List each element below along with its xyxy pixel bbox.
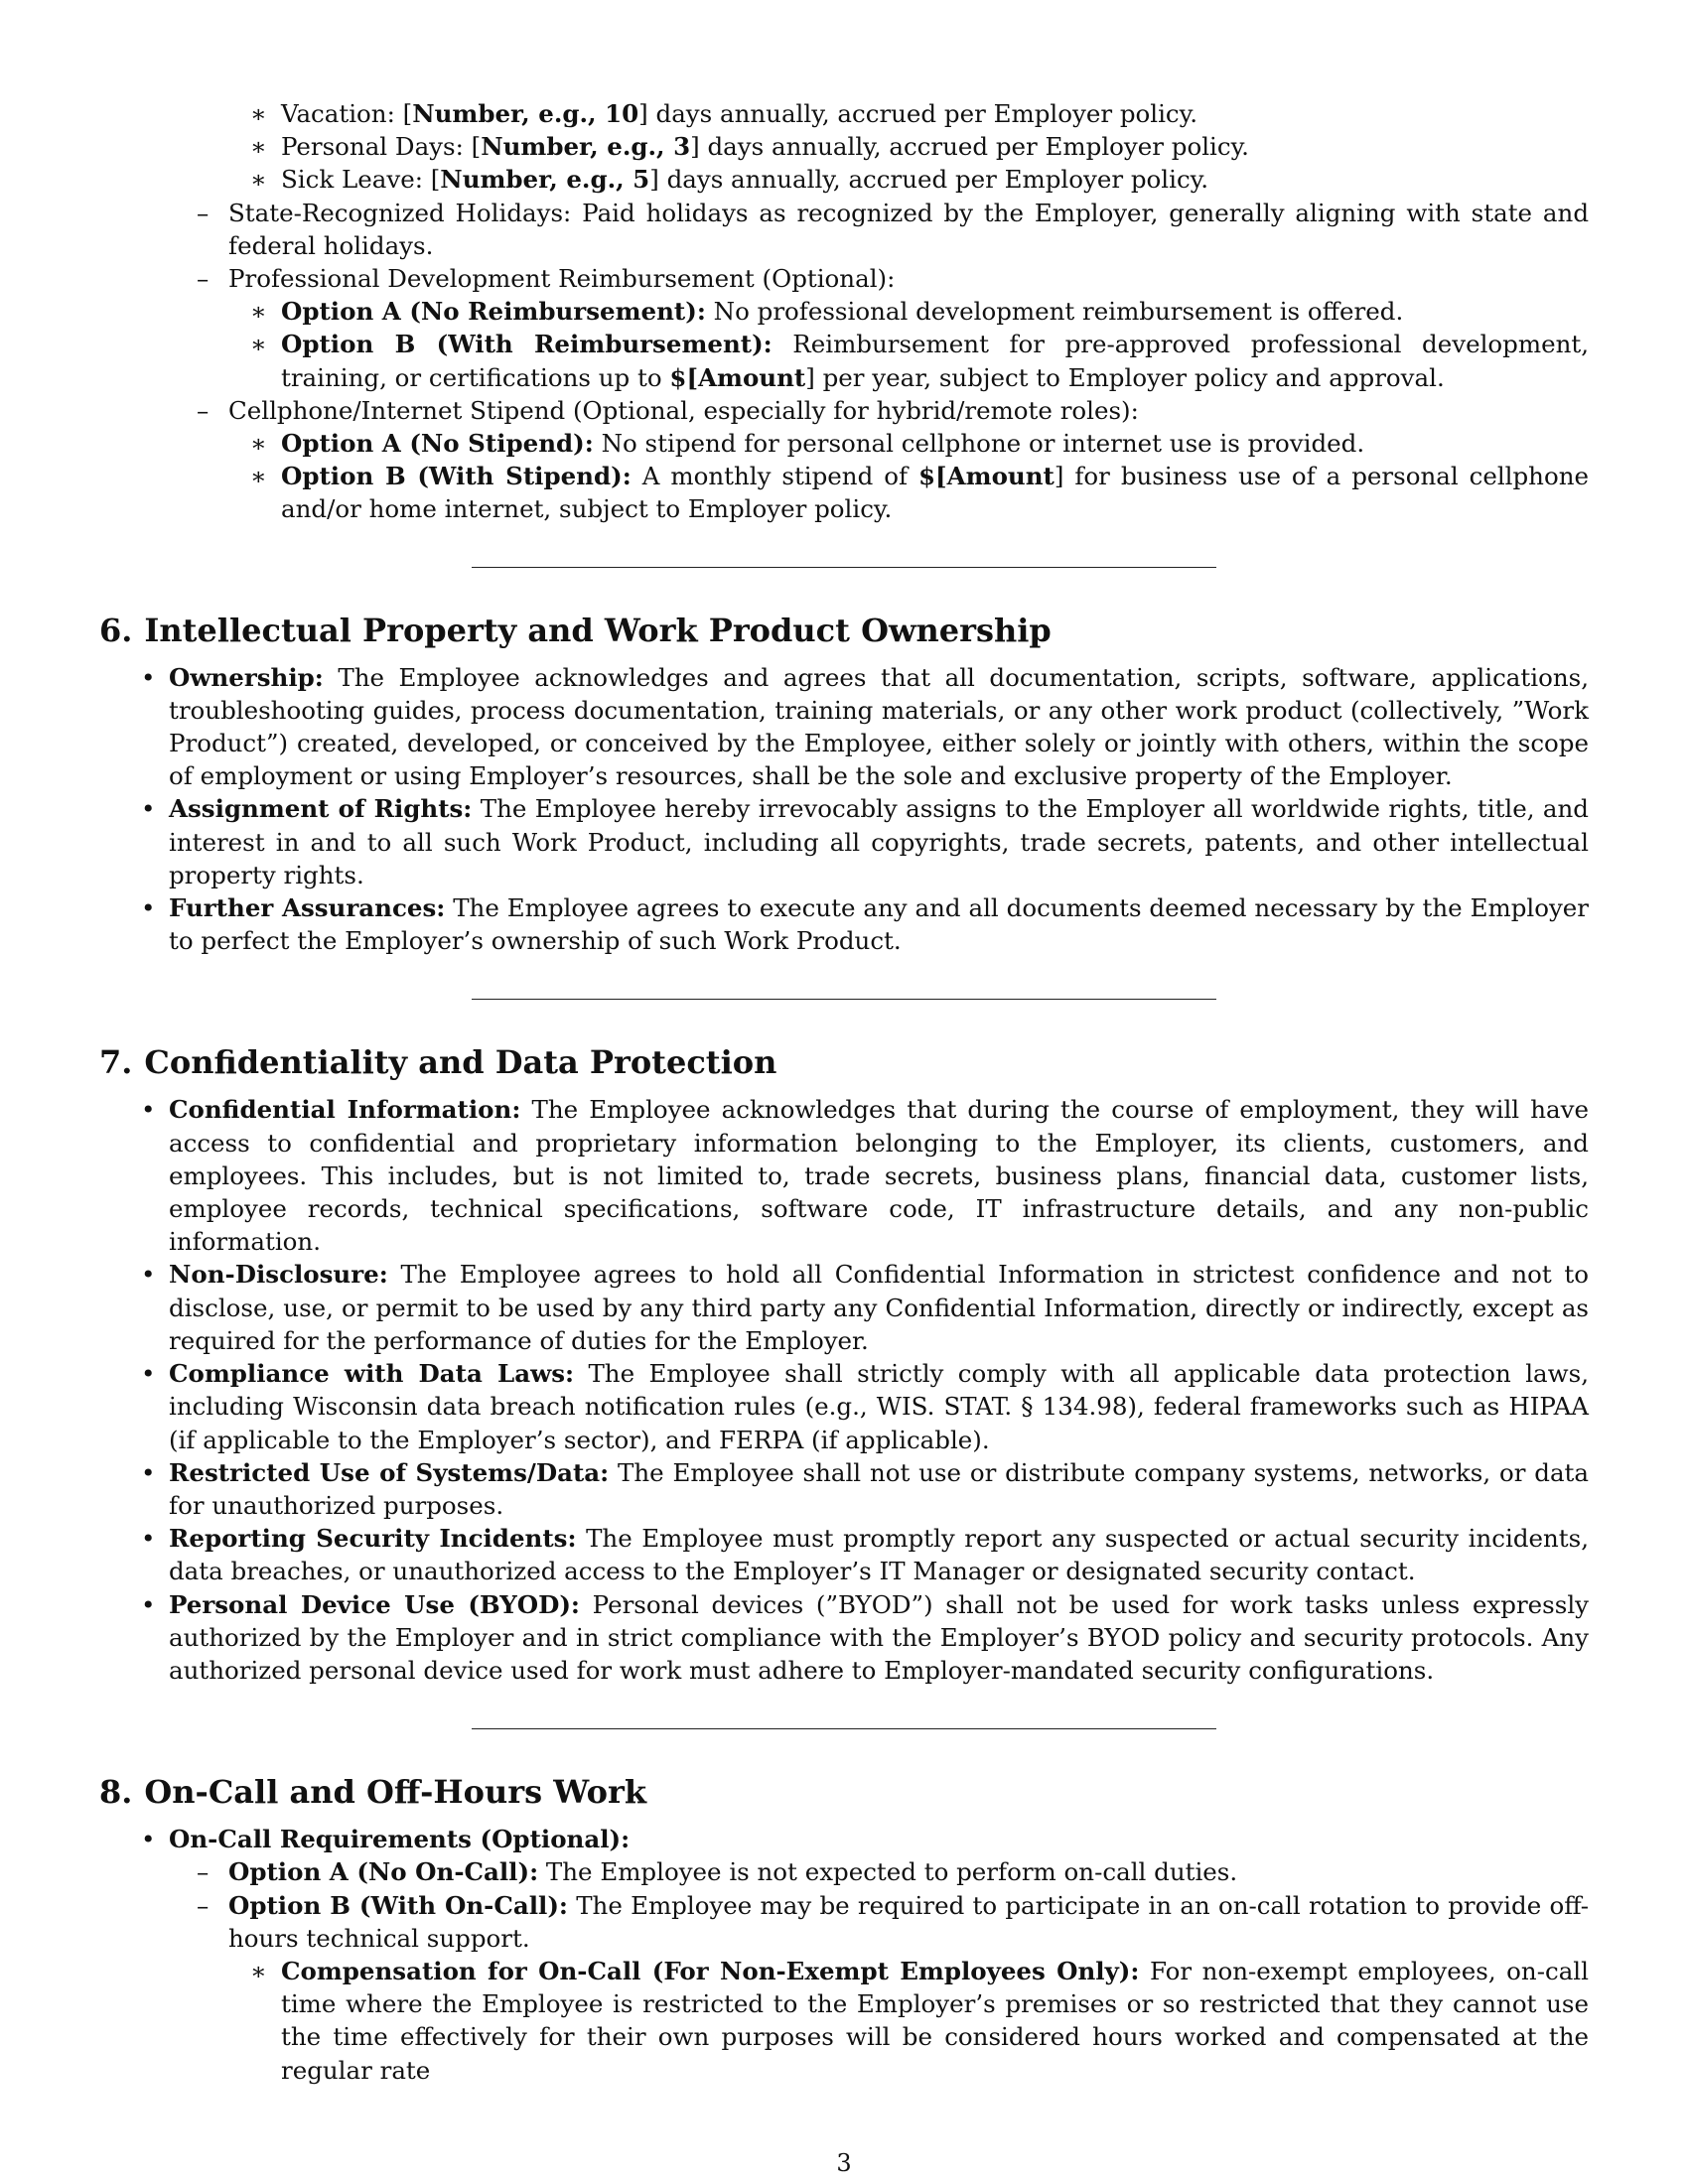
list-item-prof-dev-option-a: ∗ Option A (No Reimbursement): No professional development reimbursement is offered. <box>99 295 1589 328</box>
section-7-list <box>99 1093 1589 1687</box>
section-divider <box>472 567 1216 568</box>
section-7-title: 7. Confidentiality and Data Protection <box>99 1043 777 1082</box>
page-content <box>99 97 1589 2087</box>
list-item-stipend-option-a: ∗ Option A (No Stipend): No stipend for personal cellphone or internet use is provided. <box>99 427 1589 460</box>
list-item: • Assignment of Rights: The Employee hereby irrevocably assigns to the Employer all worldwide rights, title, and interest in and to all such Work Product, including all copyrights, trade secrets, patents, and other intellectual property rights. <box>99 792 1589 891</box>
list-item-on-call-option-a: – Option A (No On-Call): The Employee is not expected to perform on-call duties. <box>99 1855 1589 1888</box>
list-item-prof-dev: – Professional Development Reimbursement (Optional): <box>99 262 1589 295</box>
list-item: • Further Assurances: The Employee agrees to execute any and all documents deemed necessary by the Employer to perfect the Employer’s ownership of such Work Product. <box>99 891 1589 957</box>
list-item: • Reporting Security Incidents: The Employee must promptly report any suspected or actual security incidents, data breaches, or unauthorized access to the Employer’s IT Manager or designated security contact. <box>99 1522 1589 1587</box>
list-item: • Compliance with Data Laws: The Employee shall strictly comply with all applicable data protection laws, including Wisconsin data breach notification rules (e.g., WIS. STAT. § 134.98), federal frameworks such as HIPAA (if applicable to the Employer’s sector), and FERPA (if applicable). <box>99 1357 1589 1456</box>
list-item-on-call-compensation: ∗ Compensation for On-Call (For Non-Exempt Employees Only): For non-exempt employees, on-call time where the Employee is restricted to the Employer’s premises or so restricted that they cannot use the time effectively for their own purposes will be considered hours worked and compensated at the regular rate <box>99 1955 1589 2087</box>
list-item-holidays: – State-Recognized Holidays: Paid holidays as recognized by the Employer, generally aligning with state and federal holidays. <box>99 197 1589 262</box>
list-item: • Restricted Use of Systems/Data: The Employee shall not use or distribute company systems, networks, or data for unauthorized purposes. <box>99 1456 1589 1522</box>
list-item-prof-dev-option-b: ∗ Option B (With Reimbursement): Reimbursement for pre-approved professional development, training, or certifications up to $[Amount] per year, subject to Employer policy and approval. <box>99 328 1589 393</box>
section-6-title: 6. Intellectual Property and Work Product Ownership <box>99 611 1052 649</box>
list-item-personal-days: ∗ Personal Days: [Number, e.g., 3] days annually, accrued per Employer policy. <box>99 130 1589 163</box>
section-divider <box>472 999 1216 1000</box>
list-item-vacation: ∗ Vacation: [Number, e.g., 10] days annually, accrued per Employer policy. <box>99 97 1589 130</box>
list-item-on-call-requirements: • On-Call Requirements (Optional): <box>99 1823 1589 1855</box>
pto-list <box>99 97 1589 526</box>
list-item: • Ownership: The Employee acknowledges and agrees that all documentation, scripts, software, applications, troubleshooting guides, process documentation, training materials, or any other work product (collectively, ”Work Product”) created, developed, or conceived by the Employee, either solely or jointly with others, within the scope of employment or using Employer’s resources, shall be the sole and exclusive property of the Employer. <box>99 661 1589 793</box>
section-divider <box>472 1728 1216 1729</box>
list-item: • Personal Device Use (BYOD): Personal devices (”BYOD”) shall not be used for work tasks unless expressly authorized by the Employer and in strict compliance with the Employer’s BYOD policy and security protocols. Any authorized personal device used for work must adhere to Employer-mandated security configurations. <box>99 1588 1589 1688</box>
section-8-list <box>99 1823 1589 2087</box>
list-item: • Non-Disclosure: The Employee agrees to hold all Confidential Information in strictest confidence and not to disclose, use, or permit to be used by any third party any Confidential Information, directly or indirectly, except as required for the performance of duties for the Employer. <box>99 1258 1589 1357</box>
page-number: 3 <box>836 2149 852 2177</box>
list-item-on-call-option-b: – Option B (With On-Call): The Employee may be required to participate in an on-call rotation to provide off-hours technical support. <box>99 1889 1589 1955</box>
section-6-list <box>99 661 1589 958</box>
list-item-sick-leave: ∗ Sick Leave: [Number, e.g., 5] days annually, accrued per Employer policy. <box>99 163 1589 196</box>
list-item-stipend: – Cellphone/Internet Stipend (Optional, especially for hybrid/remote roles): <box>99 394 1589 427</box>
list-item-stipend-option-b: ∗ Option B (With Stipend): A monthly stipend of $[Amount] for business use of a personal cellphone and/or home internet, subject to Employer policy. <box>99 460 1589 525</box>
section-8-title: 8. On-Call and Off-Hours Work <box>99 1773 646 1812</box>
list-item: • Confidential Information: The Employee acknowledges that during the course of employment, they will have access to confidential and proprietary information belonging to the Employer, its clients, customers, and employees. This includes, but is not limited to, trade secrets, business plans, financial data, customer lists, employee records, technical specifications, software code, IT infrastructure details, and any non-public information. <box>99 1093 1589 1258</box>
